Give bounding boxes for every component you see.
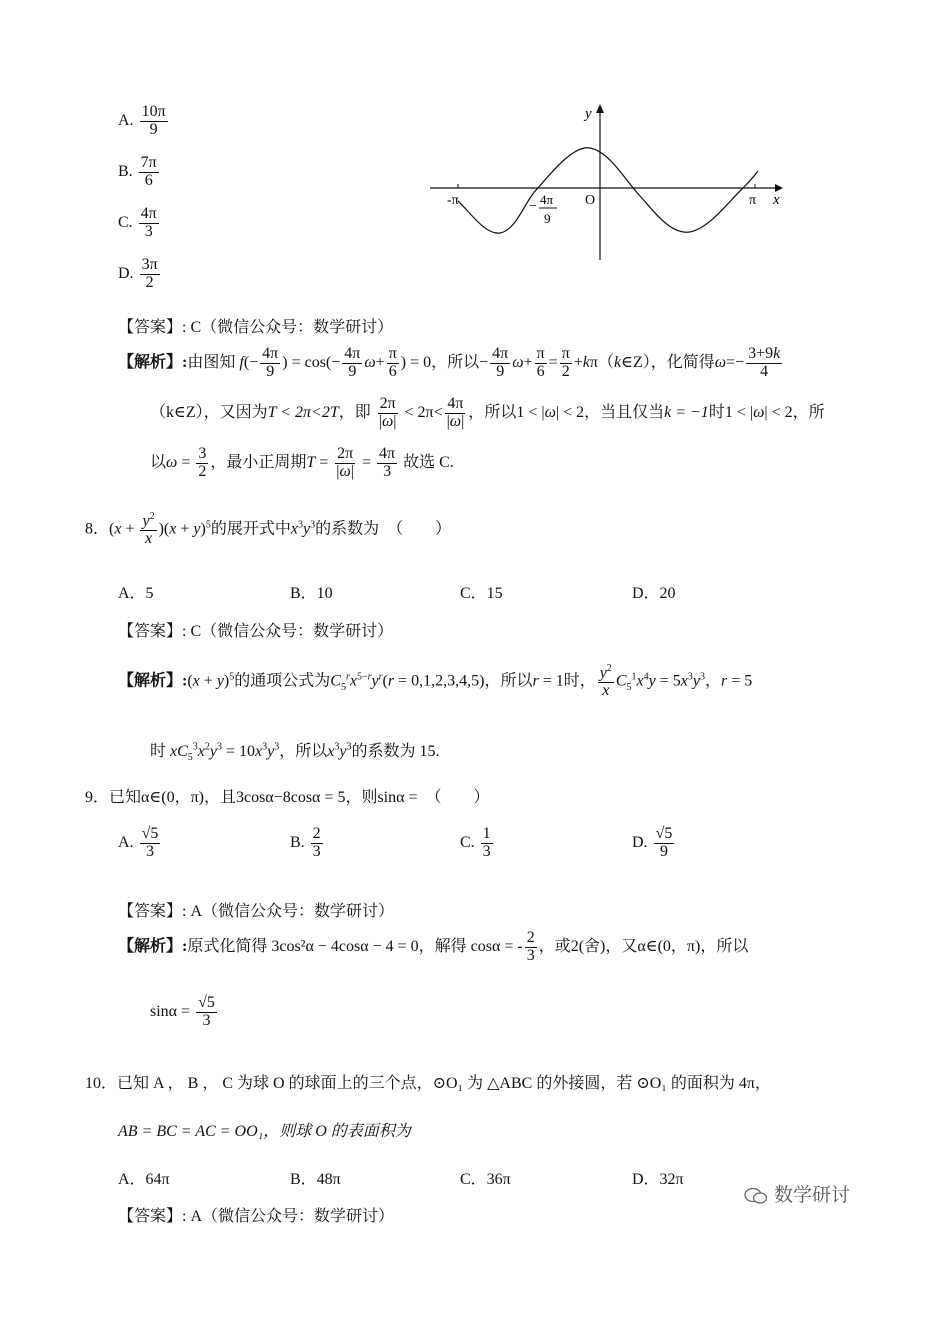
q9-analysis-line2: sinα = $\frac{√5}{3}$: [150, 994, 215, 1029]
q9-answer: 【答案】: A（微信公众号：数学研讨）: [118, 903, 395, 920]
graph-mark-den: 9: [544, 211, 551, 226]
q7-answer: 【答案】: C（微信公众号：数学研讨）: [118, 319, 394, 336]
q8-stem: 8．(x + $\frac{y^2}{x}$ )$(x + y)^5$的展开式中$x^3y^3$的系数为 （ ）: [85, 511, 452, 548]
graph-pi: π: [749, 193, 757, 208]
q8-analysis-line1: 【解析】:(x + y)$^5$的通项公式为$C_5^rx^{5-r}y^r(r = 0,1,2,3,4,5)$，所以r = 1时， $\frac{y^2}{x}$ $C_5^1x^4y = 5x^3y^3$，r = 5: [118, 663, 753, 700]
graph-neg-pi: -π: [447, 193, 459, 208]
q7-analysis-line3: 以ω = $\frac{3}{2}$ ，最小正周期T = $\frac{2\pi}{|\omega|}$ = $\frac{4\pi}{3}$ 故选 C.: [150, 445, 454, 480]
q7-option-a: A. $\frac{10\pi}{9}$: [118, 103, 166, 138]
q7-option-b: B. $\frac{7\pi}{6}$: [118, 154, 157, 189]
q7-option-d: D. $\frac{3\pi}{2}$: [118, 256, 158, 291]
q9-option-d: D. $\frac{√5}{9}$: [632, 825, 673, 860]
q7-option-c: C. $\frac{4\pi}{3}$: [118, 205, 157, 240]
q9-analysis-line1: 【解析】:原式化简得 3cos²α − 4cosα − 4 = 0，解得 cosα = - $\frac{2}{3}$ ，或2(舍)，又α∈(0，π)，所以: [118, 929, 749, 964]
q10-option-c: C．36π: [460, 1171, 511, 1188]
wechat-icon: [744, 1187, 768, 1205]
q7-graph: [425, 100, 795, 265]
q8-option-c: C．15: [460, 585, 503, 602]
q9-option-c: C. $\frac{1}{3}$: [460, 825, 491, 860]
q7-analysis-line1: 【解析】:由图知 f(− $\frac{4\pi}{9}$ ) = cos(− $\frac{4\pi}{9}$ ω+ $\frac{\pi}{6}$ ) = 0，所以− $\frac{4\pi}{9}$ ω+ $\frac{\pi}{6}$ = $\frac{\pi}{2}$ +kπ（k∈Z），化简得ω=− $\frac{3+9k}{4}$: [118, 345, 781, 380]
q10-option-d: D．32π: [632, 1171, 684, 1188]
graph-mark-sign: −: [529, 199, 537, 214]
q10-stem-line2: AB = BC = AC = OO₁，则球 O 的表面积为: [118, 1123, 411, 1140]
q10-option-b: B．48π: [290, 1171, 341, 1188]
graph-x-label: x: [773, 192, 780, 208]
q9-option-a: A. $\frac{√5}{3}$: [118, 825, 159, 860]
q8-option-a: A．5: [118, 585, 154, 602]
q8-analysis-line2: 时 $xC_5^3x^2y^3 = 10x^3y^3$，所以$x^3y^3$的系数为 15.: [150, 741, 440, 764]
graph-origin: O: [585, 193, 596, 208]
q7-analysis-line2: （k∈Z），又因为T < 2π<2T，即 $\frac{2\pi}{|\omega|}$ < 2π< $\frac{4\pi}{|\omega|}$ ，所以1 < |ω| < 2，当且仅当k = −1时1 < |ω| < 2，所: [150, 395, 825, 430]
q8-option-d: D．20: [632, 585, 676, 602]
q9-stem: 9．已知α∈(0，π)，且3cosα−8cosα = 5，则sinα = （ ）: [85, 789, 490, 806]
q10-answer: 【答案】: A（微信公众号：数学研讨）: [118, 1208, 395, 1225]
q10-option-a: A．64π: [118, 1171, 170, 1188]
graph-y-label: y: [585, 106, 592, 122]
watermark: 数学研讨: [744, 1180, 850, 1207]
q8-answer: 【答案】: C（微信公众号：数学研讨）: [118, 623, 394, 640]
graph-mark-num: 4π: [540, 192, 554, 207]
q10-stem-line1: 10．已知 A ， B ， C 为球 O 的球面上的三个点，⊙O₁ 为 △ABC 的外接圆，若 ⊙O₁ 的面积为 4π，: [85, 1075, 771, 1092]
q9-option-b: B. $\frac{2}{3}$: [290, 825, 321, 860]
q8-option-b: B．10: [290, 585, 333, 602]
